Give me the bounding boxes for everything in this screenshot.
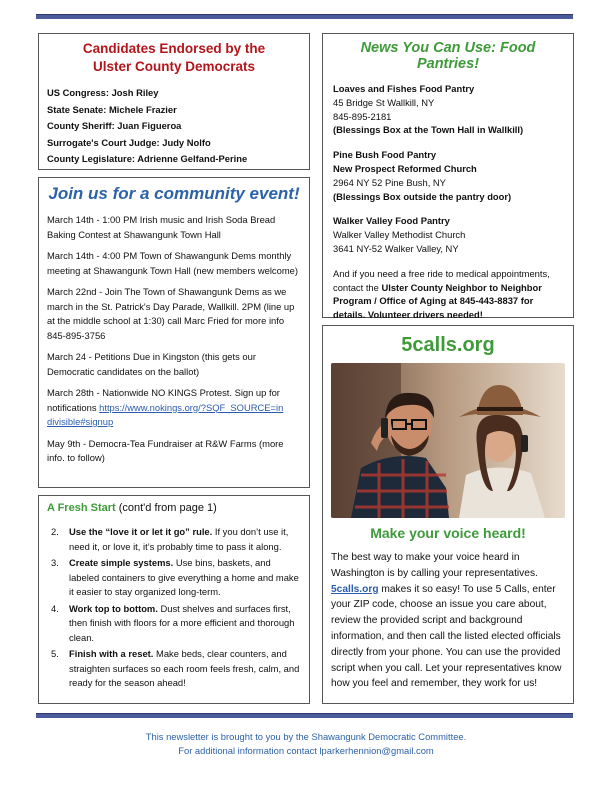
candidate-item: US Congress: Josh Riley	[47, 87, 159, 98]
list-item: 4. Work top to bottom. Dust shelves and surfaces first, then finish with floors for a more efficient and thorough clean.	[51, 602, 295, 643]
fresh-start-box	[38, 495, 310, 704]
candidate-item: Surrogate's Court Judge: Judy Nolfo	[47, 136, 211, 148]
event-item: March 24 - Petitions Due in Kingston (this gets our Democratic candidates on the ballot)	[47, 351, 256, 377]
five-calls-box	[322, 325, 574, 704]
nokings-link[interactable]: https://www.nokings.org/?SQF_SOURCE=in divisible#signup	[47, 401, 284, 427]
five-calls-title: 5calls.org	[401, 334, 495, 356]
candidate-item: State Senate: Michele Frazier	[47, 103, 177, 115]
five-calls-body: The best way to make your voice heard in Washington is by calling your representatives. 5calls.org makes it so easy! To use 5 Calls, enter your ZIP code, choose an issue you care about, review the provided script and background information, and then call the listed elected officials directly from your phone. You can use the provided script when you call. Let your representatives know how you feel and remember, they work for us!	[331, 552, 562, 690]
event-item: March 14th - 4:00 PM Town of Shawangunk Dems monthly meeting at Shawangunk Town Hall (new members welcome)	[47, 250, 298, 276]
pantries-title: News You Can Use: Food Pantries!	[360, 40, 536, 72]
candidates-box	[38, 33, 310, 170]
pantry-entry: Pine Bush Food Pantry New Prospect Reformed Church 2964 NY 52 Pine Bush, NY (Blessings Box outside the pantry door)	[333, 149, 512, 202]
event-item: May 9th - Democra-Tea Fundraiser at R&W Farms (more info. to follow)	[47, 437, 284, 463]
candidate-list	[47, 85, 301, 168]
candidates-title: Candidates Endorsed by the Ulster County Democrats	[82, 41, 266, 74]
list-item: 5. Finish with a reset. Make beds, clear counters, and straighten surfaces so each room feels fresh, calm, and ready for the season ahead!	[51, 648, 300, 688]
fresh-start-list	[47, 525, 301, 691]
list-item: 3. Create simple systems. Use bins, baskets, and labeled containers to give everything a home and make it easier to stay organized long-term.	[51, 557, 299, 597]
event-item-nokings: March 28th - Nationwide NO KINGS Protest. Sign up for notifications https://www.nokings.org/?SQF_SOURCE=in divisible#signup	[47, 387, 284, 427]
candidate-item: County Sheriff: Juan Figueroa	[47, 120, 182, 131]
fresh-start-title: A Fresh Start (cont'd from page 1)	[47, 502, 217, 514]
event-item: March 14th - 1:00 PM Irish music and Irish Soda Bread Baking Contest at Shawangunk Town Hall	[47, 214, 276, 240]
pantry-entry: Walker Valley Food Pantry Walker Valley Methodist Church 3641 NY-52 Walker Valley, NY	[333, 215, 466, 254]
five-calls-link[interactable]: 5calls.org	[331, 583, 379, 595]
food-pantries-box	[322, 33, 574, 321]
events-box	[38, 177, 310, 488]
events-title: Join us for a community event!	[48, 184, 300, 203]
pantry-entry: Loaves and Fishes Food Pantry 45 Bridge St Wallkill, NY 845-895-2181 (Blessings Box at the Town Hall in Wallkill)	[333, 83, 524, 136]
bottom-rule	[36, 713, 573, 718]
top-rule	[36, 14, 573, 19]
candidate-item: County Legislature: Adrienne Gelfand-Perine	[47, 153, 248, 164]
couple-on-phone-photo	[331, 363, 565, 518]
ride-info: And if you need a free ride to medical appointments, contact the Ulster County Neighbor to Neighbor Program / Office of Aging at 845-443-8837 for details. Volunteer drivers needed!	[333, 267, 550, 321]
list-item: 2. Use the “love it or let it go” rule. If you don’t use it, need it, or love it, it’s probably time to pass it along.	[51, 526, 289, 552]
event-item: March 22nd - Join The Town of Shawangunk Dems as we march in the St. Patrick's Day Parade, Wallkill. 2PM (line up at the middle school at 1:30) call Marc Fried for more info 845-895-3756	[47, 286, 295, 341]
footer-line: This newsletter is brought to you by the Shawangunk Democratic Committee.	[145, 731, 467, 742]
footer-contact: For additional information contact lparkerhennion@gmail.com	[178, 745, 434, 756]
five-calls-subtitle: Make your voice heard!	[370, 525, 526, 541]
footer	[0, 730, 612, 758]
